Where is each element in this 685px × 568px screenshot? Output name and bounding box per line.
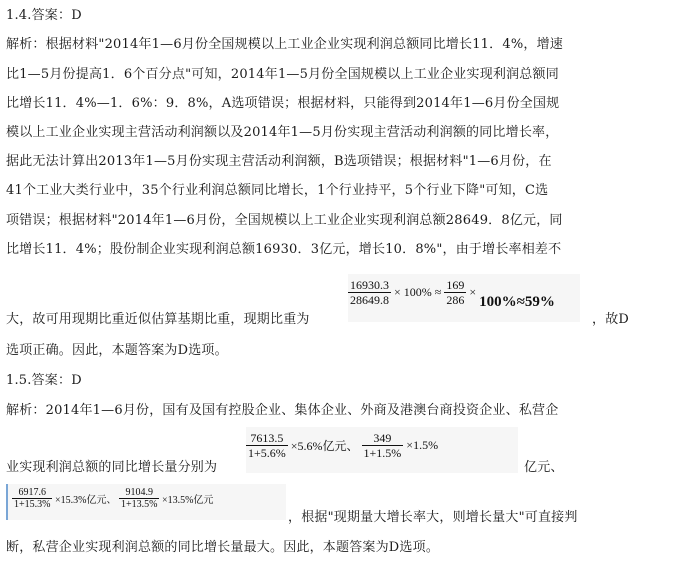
q15-line-1: 解析：2014年1—6月份，国有及国有控股企业、集体企业、外商及港澳台商投资企业、私营企	[6, 403, 559, 418]
q15-line-2-after: 亿元、	[524, 460, 564, 475]
q14-line-6: 41个工业大类行业中，35个行业利润总额同比增长，1个行业持平，5个行业下降"可知，C选	[6, 183, 549, 198]
q15-line-4: 断，私营企业实现利润总额的同比增长量最大。因此，本题答案为D选项。	[6, 540, 440, 555]
q14-line-4: 模以上工业企业实现主营活动利润额以及2014年1—5月份实现主营活动利润额的同比增长率，	[6, 125, 559, 140]
q14-heading: 1.4.答案：D	[6, 8, 82, 23]
q14-fraction-1: $\frac{16930.3}{28649.8}$	[350, 278, 389, 307]
q14-line-2: 比1—5月份提高1．6个百分点"可知，2014年1—5月份全国规模以上工业企业实现利润总额同	[6, 67, 559, 82]
q15-line-3-after: ，根据"现期量大增长率大，则增长量大"可直接判	[288, 510, 578, 525]
q15-formula-a: $\frac{7613.5}{1+5.6\%}$ ×5.6%亿元、 $\frac{349}{1+1.5\%}$ ×1.5%	[246, 427, 518, 473]
q14-line-8: 比增长11．4%；股份制企业实现利润总额16930．3亿元，增长10．8%"，由于增长率相差不	[6, 242, 562, 257]
q14-fraction-2: $\frac{169}{286}$	[446, 278, 465, 307]
q15b-fraction-1: $\frac{6917.6}{1+15.3\%}$	[14, 487, 51, 510]
q14-line-9-before: 大，故可用现期比重近似估算基期比重，现期比重为	[6, 312, 310, 327]
q15-line-2-before: 业实现利润总额的同比增长量分别为	[6, 460, 218, 475]
q15a-fraction-2: $\frac{349}{1+1.5\%}$	[363, 431, 402, 460]
q15b-fraction-2: $\frac{9104.9}{1+13.5\%}$	[120, 487, 158, 510]
q14-line-3: 比增长11．4%—1．6%：9．8%，A选项错误；根据材料，只能得到2014年1—6月份全国规	[6, 96, 560, 111]
q14-line-7: 项错误；根据材料"2014年1—6月份，全国规模以上工业企业实现利润总额28649．8亿元，同	[6, 213, 563, 228]
q14-line-9-after: ，故D	[592, 312, 630, 327]
q14-line-5: 据此无法计算出2013年1—5月份实现主营活动利润额，B选项错误；根据材料"1—6月份，在	[6, 154, 552, 169]
q15a-fraction-1: $\frac{7613.5}{1+5.6\%}$	[248, 431, 286, 460]
q15-formula-b: $\frac{6917.6}{1+15.3\%}$ ×15.3%亿元、 $\frac{9104.9}{1+13.5\%}$ ×13.5%亿元	[6, 484, 286, 520]
q14-line-10: 选项正确。因此，本题答案为D选项。	[6, 343, 228, 358]
q14-formula-result: 100%≈59%	[479, 294, 555, 310]
q15-heading: 1.5.答案：D	[6, 373, 82, 388]
q14-formula-image: $\frac{16930.3}{28649.8}$ × 100% ≈ $\frac{169}{286}$ × 100%≈59%	[348, 274, 580, 322]
q14-line-1: 解析：根据材料"2014年1—6月份全国规模以上工业企业实现利润总额同比增长11．4%，增速	[6, 37, 563, 52]
